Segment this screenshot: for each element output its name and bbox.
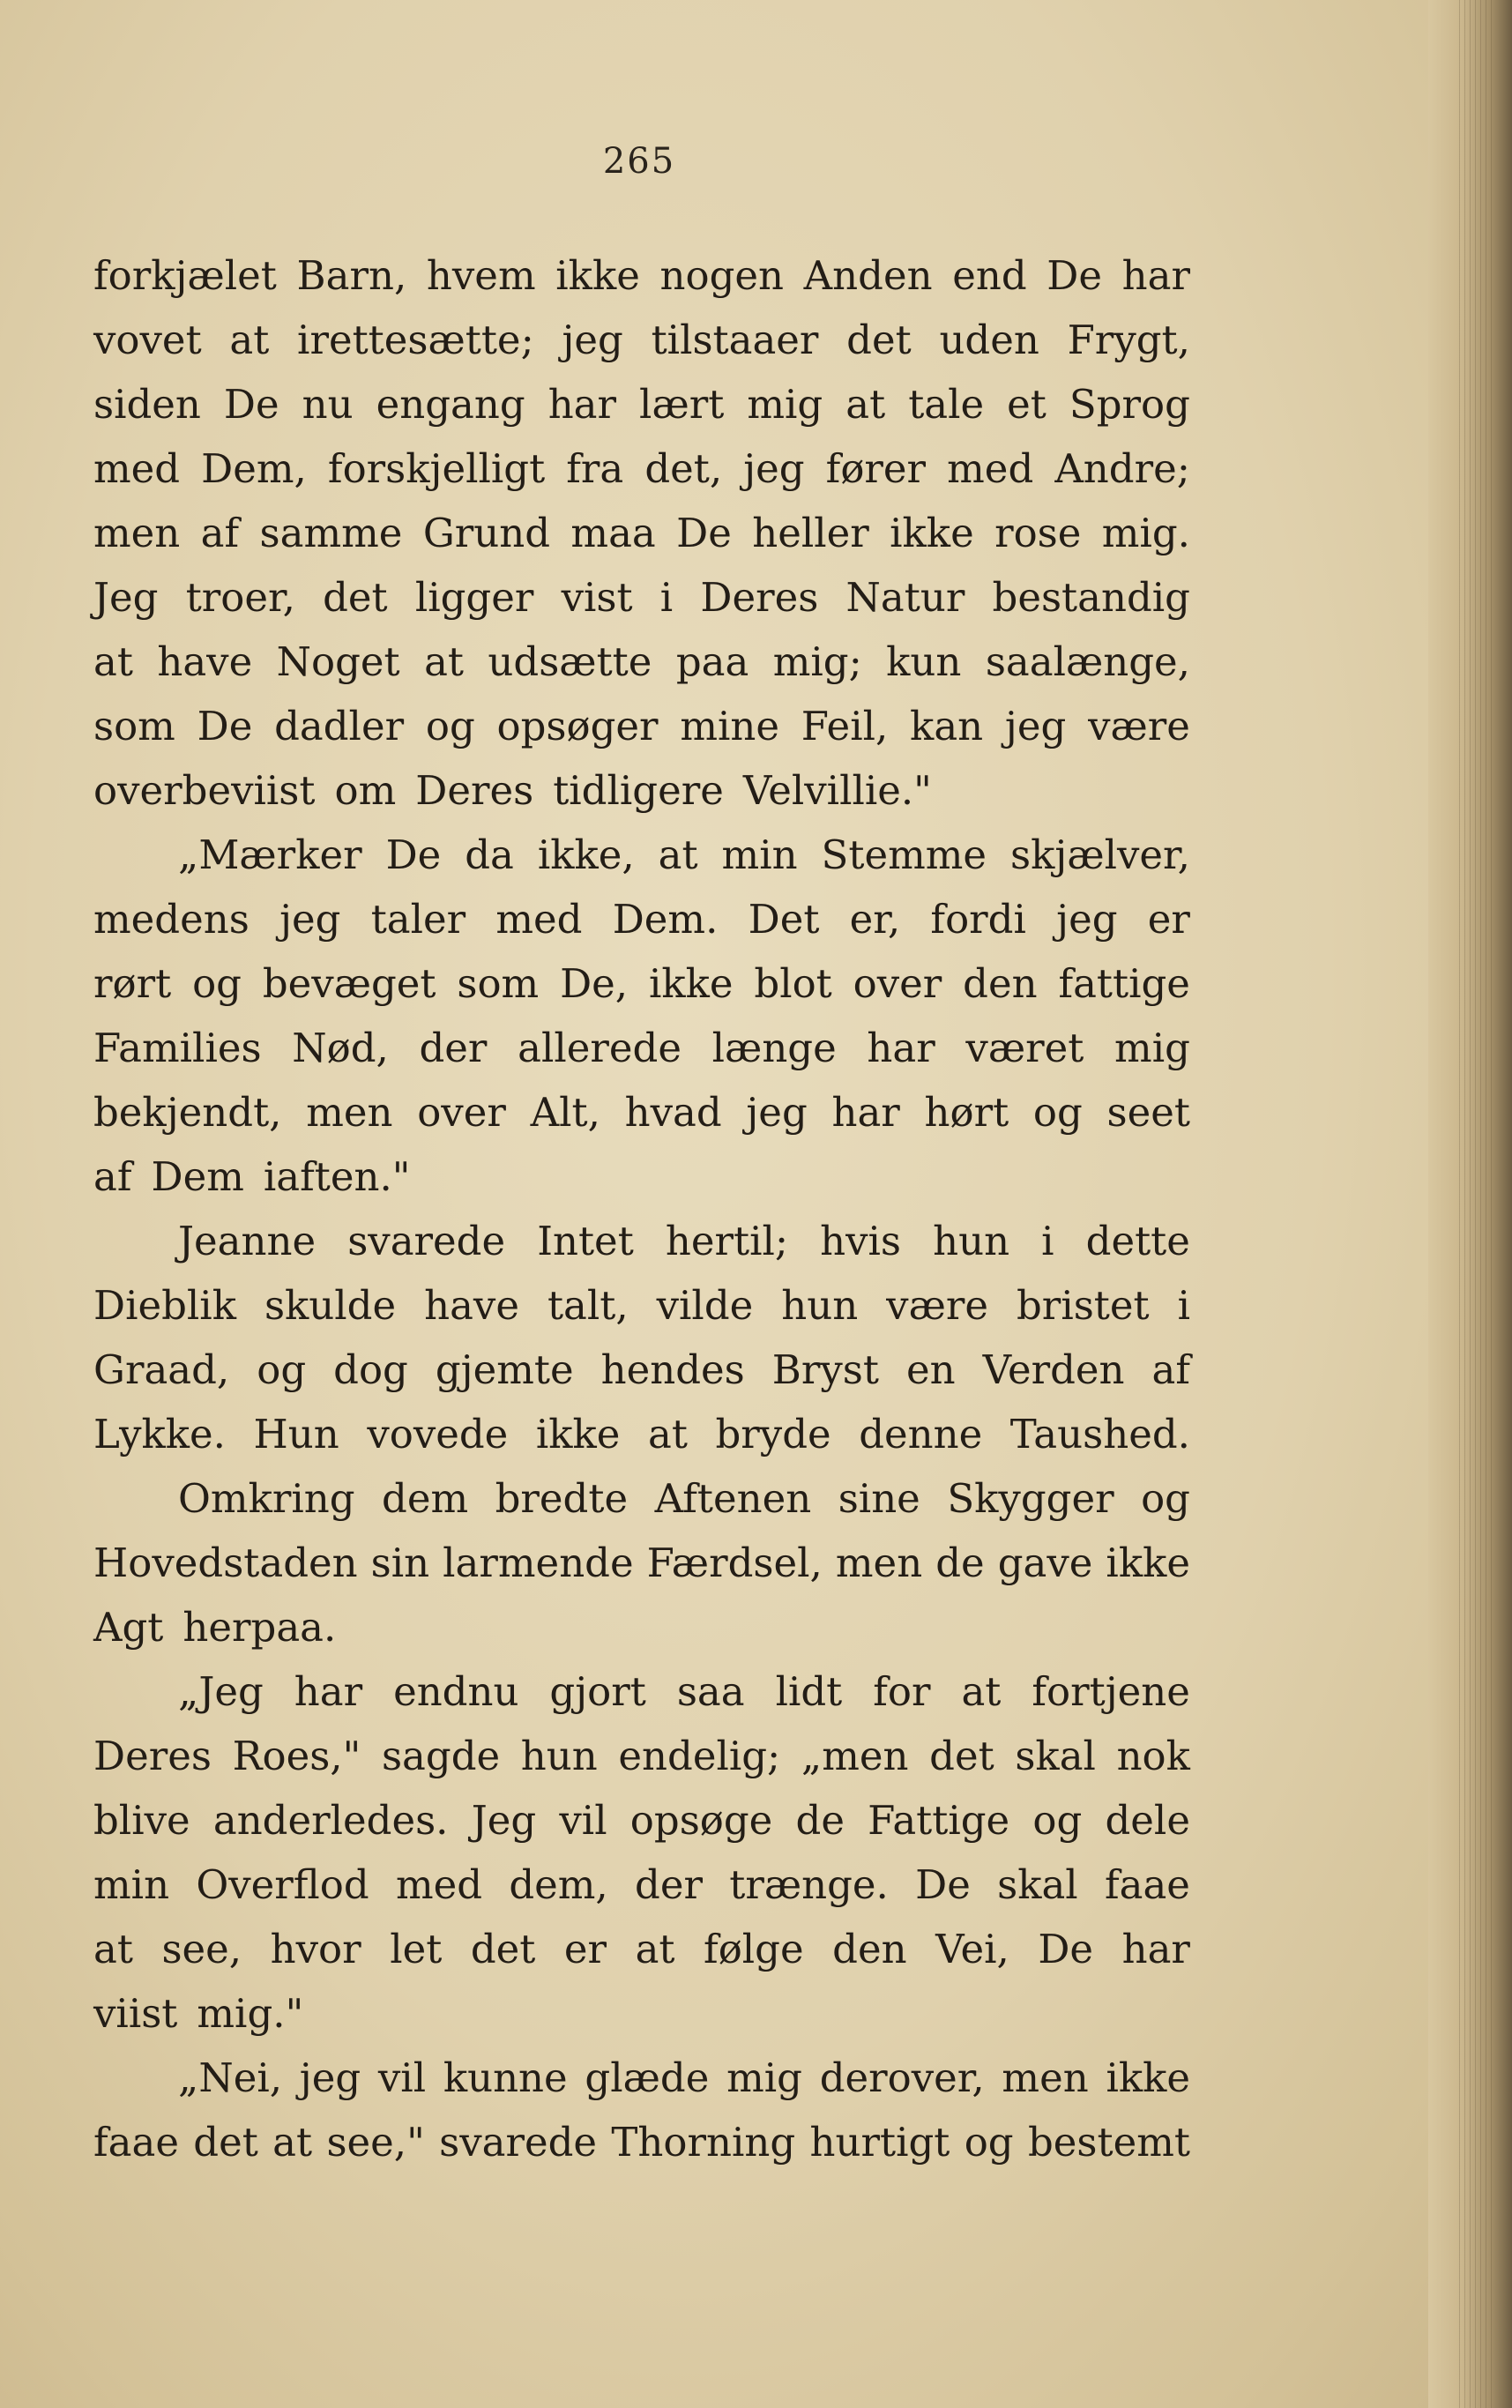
word: blot — [754, 960, 832, 1007]
word: blive — [93, 1797, 190, 1844]
word: kun — [886, 638, 962, 685]
word: for — [873, 1668, 931, 1715]
word: dadler — [274, 703, 405, 749]
word: Dem. — [612, 896, 719, 943]
word: det — [193, 2119, 258, 2166]
word: mig. — [1101, 510, 1190, 556]
word: Hovedstaden — [93, 1539, 358, 1586]
word: mig." — [197, 1990, 304, 2037]
word: svarede — [347, 1218, 506, 1264]
word: Aftenen — [654, 1475, 812, 1522]
text-line — [93, 372, 1190, 436]
word: fører — [825, 445, 927, 492]
word: bekjendt, — [93, 1089, 282, 1136]
word: Skygger — [947, 1475, 1114, 1522]
text-line — [93, 1080, 1190, 1144]
word: det — [846, 317, 912, 363]
text-line — [93, 1144, 1190, 1209]
word: der — [635, 1861, 703, 1908]
word: skal — [997, 1861, 1078, 1908]
word: har — [1121, 1926, 1190, 1972]
word: jeg — [562, 317, 623, 363]
word: De — [915, 1861, 971, 1908]
word: medens — [93, 896, 250, 943]
word: have — [157, 638, 253, 685]
word: vil — [377, 2054, 427, 2101]
word: Alt, — [530, 1089, 600, 1136]
word: Verden — [982, 1346, 1125, 1393]
word: med — [495, 896, 583, 943]
word: Frygt, — [1067, 317, 1190, 363]
text-line — [93, 823, 1190, 887]
text-line — [93, 501, 1190, 565]
word: De — [197, 703, 253, 749]
word: hun — [933, 1218, 1010, 1264]
word: skjælver, — [1010, 831, 1190, 878]
word: af — [1151, 1346, 1190, 1393]
word: gjort — [549, 1668, 646, 1715]
word: nok — [1116, 1733, 1190, 1779]
word: det — [929, 1733, 994, 1779]
word: en — [905, 1346, 956, 1393]
word: hvad — [624, 1089, 722, 1136]
word: og — [1032, 1797, 1083, 1844]
word: og — [257, 1346, 307, 1393]
word: saalænge, — [985, 638, 1190, 685]
word: end — [952, 252, 1027, 299]
word: og — [964, 2119, 1014, 2166]
word: De — [1046, 252, 1103, 299]
word: faae — [93, 2119, 179, 2166]
word: i — [1041, 1218, 1054, 1264]
word: rose — [994, 510, 1082, 556]
text-line — [93, 630, 1190, 694]
word: talt, — [547, 1282, 629, 1329]
word: samme — [259, 510, 403, 556]
word: vovede — [367, 1411, 509, 1457]
word: anderledes. — [212, 1797, 449, 1844]
word: at — [658, 831, 698, 878]
word: saa — [676, 1668, 745, 1715]
word: har — [867, 1025, 935, 1071]
word: bristet — [1017, 1282, 1150, 1329]
word: fra — [566, 445, 624, 492]
word: med — [947, 445, 1034, 492]
word: opsøger — [496, 703, 659, 749]
word: med — [395, 1861, 483, 1908]
word: heller — [752, 510, 869, 556]
text-line — [93, 1016, 1190, 1080]
word: et — [1007, 381, 1046, 428]
word: bryde — [715, 1411, 831, 1457]
word: Stemme — [821, 831, 987, 878]
word: hurtigt — [809, 2119, 950, 2166]
word: gjemte — [435, 1346, 574, 1393]
text-line — [93, 436, 1190, 501]
text-line — [93, 887, 1190, 951]
text-line — [93, 1273, 1190, 1338]
word: men — [835, 1539, 923, 1586]
word: være — [886, 1282, 989, 1329]
word: lært — [639, 381, 725, 428]
text-line — [93, 308, 1190, 372]
word: Thorning — [611, 2119, 796, 2166]
word: Andre; — [1054, 445, 1190, 492]
word: endelig; — [618, 1733, 781, 1779]
word: hvem — [426, 252, 536, 299]
word: skal — [1015, 1733, 1096, 1779]
word: Feil, — [801, 703, 889, 749]
word: vil — [559, 1797, 607, 1844]
word: nogen — [659, 252, 784, 299]
word: taler — [370, 896, 466, 943]
word: Velvillie." — [742, 767, 932, 814]
word: lidt — [775, 1668, 843, 1715]
word: skulde — [264, 1282, 397, 1329]
word: dem, — [509, 1861, 608, 1908]
word: og — [192, 960, 242, 1007]
word: Hun — [253, 1411, 339, 1457]
word: mig — [747, 381, 823, 428]
word: kunne — [443, 2054, 568, 2101]
word: været — [965, 1025, 1084, 1071]
word: af — [93, 1153, 132, 1200]
word: hertil; — [665, 1218, 789, 1264]
word: Dem, — [201, 445, 307, 492]
text-line — [93, 694, 1190, 758]
word: men — [1002, 2054, 1089, 2101]
word: mine — [680, 703, 780, 749]
text-line — [93, 1531, 1190, 1595]
word: jeg — [743, 445, 805, 492]
word: det, — [644, 445, 723, 492]
word: mig; — [772, 638, 862, 685]
word: bredte — [495, 1475, 629, 1522]
word: sagde — [381, 1733, 501, 1779]
word: være — [1088, 703, 1190, 749]
word: følge — [704, 1926, 804, 1972]
word: min — [721, 831, 798, 878]
word: mig — [1114, 1025, 1190, 1071]
word: Dem — [151, 1153, 244, 1200]
word: Omkring — [178, 1475, 355, 1522]
word: De — [676, 510, 732, 556]
word: opsøge — [629, 1797, 773, 1844]
text-line — [93, 1917, 1190, 1981]
word: ikke — [648, 960, 734, 1007]
word: jeg — [299, 2054, 361, 2101]
word: gave — [997, 1539, 1093, 1586]
word: ikke — [1106, 1539, 1190, 1586]
word: Families — [93, 1025, 262, 1071]
text-line — [93, 2110, 1190, 2174]
word: det — [323, 574, 388, 621]
word: med — [93, 445, 181, 492]
word: der — [419, 1025, 488, 1071]
word: er — [563, 1926, 607, 1972]
word: „Jeg — [178, 1668, 264, 1715]
word: trænge. — [729, 1861, 889, 1908]
word: siden — [93, 381, 201, 428]
word: og — [1141, 1475, 1190, 1522]
word: larmende — [443, 1539, 634, 1586]
page-gutter — [1428, 0, 1512, 2408]
word: tale — [908, 381, 985, 428]
word: over — [417, 1089, 506, 1136]
word: Jeanne — [178, 1218, 317, 1264]
word: vovet — [93, 317, 202, 363]
word: forskjelligt — [327, 445, 546, 492]
text-line — [93, 1724, 1190, 1788]
word: det — [470, 1926, 536, 1972]
word: Færdsel, — [646, 1539, 823, 1586]
word: har — [1121, 252, 1190, 299]
word: at — [845, 381, 886, 428]
word: tilstaaer — [651, 317, 819, 363]
word: da — [465, 831, 514, 878]
word: Roes," — [232, 1733, 361, 1779]
word: „Nei, — [178, 2054, 283, 2101]
word: jeg — [1004, 703, 1067, 749]
word: i — [659, 574, 674, 621]
word: Sprog — [1069, 381, 1190, 428]
word: herpaa. — [182, 1604, 337, 1651]
word: udsætte — [488, 638, 652, 685]
text-line — [93, 1853, 1190, 1917]
word: de — [795, 1797, 845, 1844]
word: bestemt — [1027, 2119, 1190, 2166]
body-text — [93, 243, 1190, 2174]
word: De — [1038, 1926, 1094, 1972]
word: om — [334, 767, 397, 814]
word: sine — [838, 1475, 920, 1522]
word: Intet — [537, 1218, 634, 1264]
word: Taushed. — [1009, 1411, 1190, 1457]
word: jeg — [1056, 896, 1118, 943]
word: overbeviist — [93, 767, 316, 814]
word: Bryst — [771, 1346, 879, 1393]
word: let — [390, 1926, 443, 1972]
word: Vei, — [935, 1926, 1009, 1972]
word: ikke — [1106, 2054, 1190, 2101]
word: svarede — [439, 2119, 598, 2166]
word: forkjælet — [93, 252, 277, 299]
word: uden — [939, 317, 1039, 363]
word: Deres — [415, 767, 534, 814]
word: vist — [561, 574, 633, 621]
text-line — [93, 1981, 1190, 2046]
word: Overflod — [196, 1861, 369, 1908]
word: hun — [520, 1733, 598, 1779]
word: see, — [161, 1926, 242, 1972]
word: Barn, — [296, 252, 407, 299]
text-line — [93, 1788, 1190, 1853]
word: kan — [910, 703, 984, 749]
word: at — [647, 1411, 688, 1457]
word: allerede — [518, 1025, 682, 1071]
text-line — [93, 243, 1190, 308]
word: jeg — [279, 896, 341, 943]
word: fattige — [1058, 960, 1190, 1007]
word: Fattige — [868, 1797, 1010, 1844]
word: paa — [675, 638, 749, 685]
word: tidligere — [553, 767, 724, 814]
word: faae — [1104, 1861, 1190, 1908]
word: derover, — [819, 2054, 985, 2101]
word: at — [93, 1926, 133, 1972]
word: af — [200, 510, 240, 556]
text-line — [93, 1402, 1190, 1466]
word: og — [425, 703, 475, 749]
word: ikke — [890, 510, 974, 556]
word: den — [963, 960, 1038, 1007]
word: længe — [711, 1025, 837, 1071]
text-line — [93, 2046, 1190, 2110]
word: Det — [748, 896, 820, 943]
text-line — [93, 1338, 1190, 1402]
text-line — [93, 565, 1190, 630]
word: iaften." — [263, 1153, 411, 1200]
word: den — [832, 1926, 907, 1972]
word: endnu — [393, 1668, 519, 1715]
word: er — [1147, 896, 1190, 943]
word: at — [229, 317, 270, 363]
word: ikke, — [537, 831, 635, 878]
word: har — [294, 1668, 363, 1715]
word: Deres — [700, 574, 819, 621]
word: seet — [1106, 1089, 1190, 1136]
word: irettesætte; — [297, 317, 534, 363]
word: Anden — [803, 252, 933, 299]
word: Jeg — [471, 1797, 537, 1844]
word: „Mærker — [178, 831, 362, 878]
word: Agt — [93, 1604, 164, 1651]
word: De, — [560, 960, 629, 1007]
word: De — [223, 381, 279, 428]
word: Graad, — [93, 1346, 230, 1393]
text-line — [93, 758, 1190, 823]
word: hun — [781, 1282, 859, 1329]
word: have — [424, 1282, 519, 1329]
word: De — [385, 831, 442, 878]
word: dem — [382, 1475, 469, 1522]
word: Lykke. — [93, 1411, 226, 1457]
word: i — [1177, 1282, 1190, 1329]
text-line — [93, 1466, 1190, 1531]
word: de — [935, 1539, 985, 1586]
word: vilde — [656, 1282, 754, 1329]
word: denne — [859, 1411, 983, 1457]
word: Dieblik — [93, 1282, 236, 1329]
word: see," — [326, 2119, 425, 2166]
word: hvor — [270, 1926, 361, 1972]
word: ikke — [555, 252, 640, 299]
word: sin — [370, 1539, 430, 1586]
word: over — [853, 960, 942, 1007]
word: hendes — [600, 1346, 745, 1393]
word: maa — [570, 510, 656, 556]
word: hvis — [820, 1218, 902, 1264]
word: jeg — [746, 1089, 808, 1136]
text-line — [93, 1209, 1190, 1273]
word: nu — [302, 381, 354, 428]
word: glæde — [585, 2054, 710, 2101]
word: at — [961, 1668, 1002, 1715]
word: Jeg — [93, 574, 159, 621]
word: dog — [333, 1346, 408, 1393]
word: Natur — [845, 574, 965, 621]
word: fordi — [930, 896, 1026, 943]
word: viist — [93, 1990, 178, 2037]
word: Grund — [422, 510, 551, 556]
gutter-texture — [1459, 0, 1494, 2408]
word: fortjene — [1032, 1668, 1190, 1715]
word: har — [831, 1089, 900, 1136]
word: at — [635, 1926, 675, 1972]
word: har — [547, 381, 617, 428]
text-line — [93, 1595, 1190, 1659]
word: engang — [376, 381, 525, 428]
word: mig — [726, 2054, 802, 2101]
word: Noget — [276, 638, 400, 685]
word: er, — [849, 896, 901, 943]
word: „men — [801, 1733, 909, 1779]
word: rørt — [93, 960, 172, 1007]
word: Deres — [93, 1733, 212, 1779]
text-line — [93, 951, 1190, 1016]
word: dele — [1105, 1797, 1190, 1844]
word: men — [306, 1089, 393, 1136]
word: som — [93, 703, 175, 749]
word: men — [93, 510, 181, 556]
word: som — [457, 960, 540, 1007]
word: bestandig — [992, 574, 1190, 621]
text-line — [93, 1659, 1190, 1724]
word: Nød, — [292, 1025, 389, 1071]
word: dette — [1085, 1218, 1190, 1264]
word: troer, — [185, 574, 295, 621]
word: og — [1032, 1089, 1083, 1136]
word: at — [93, 638, 133, 685]
word: min — [93, 1861, 170, 1908]
page-number: 265 — [602, 141, 676, 182]
word: at — [272, 2119, 313, 2166]
word: ligger — [414, 574, 534, 621]
word: at — [424, 638, 464, 685]
word: ikke — [535, 1411, 621, 1457]
word: hørt — [924, 1089, 1009, 1136]
word: bevæget — [262, 960, 436, 1007]
